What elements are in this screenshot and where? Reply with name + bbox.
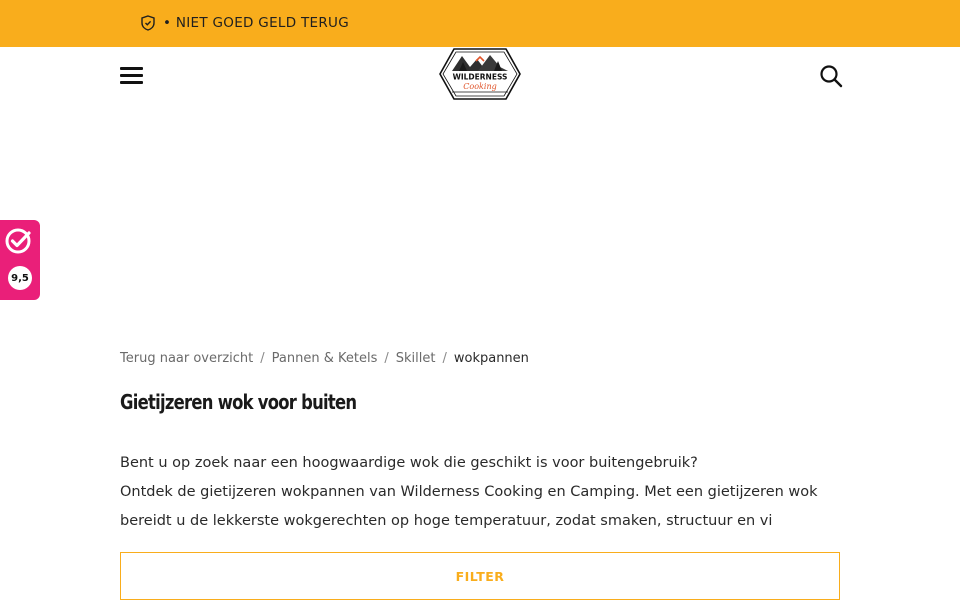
site-header — [0, 47, 960, 107]
breadcrumb-separator: / — [384, 351, 389, 366]
shield-check-icon — [141, 15, 155, 31]
breadcrumb-back-link[interactable]: Terug naar overzicht — [120, 351, 254, 366]
wilderness-cooking-logo[interactable] — [432, 47, 528, 101]
breadcrumb — [120, 351, 529, 366]
filter-button[interactable]: FILTER — [120, 552, 840, 600]
usp-text: • NIET GOED GELD TERUG — [163, 15, 350, 31]
rating-score: 9,5 — [8, 266, 32, 290]
svg-text:WILDERNESS: WILDERNESS — [452, 72, 508, 82]
breadcrumb-separator: / — [442, 351, 447, 366]
checkmark-badge-icon — [5, 227, 33, 255]
intro-line: Bent u op zoek naar een hoogwaardige wok die geschikt is voor buitengebruik? — [120, 455, 698, 471]
search-icon[interactable] — [819, 64, 843, 88]
svg-text:Cooking: Cooking — [463, 82, 497, 91]
hamburger-menu-icon[interactable] — [120, 67, 143, 85]
page-title: Gietijzeren wok voor buiten — [120, 390, 357, 414]
intro-line: bereidt u de lekkerste wokgerechten op hoge temperatuur, zodat smaken, structuur en vi — [120, 513, 773, 529]
breadcrumb-skillet-link[interactable]: Skillet — [395, 351, 436, 366]
breadcrumb-current: wokpannen — [453, 351, 529, 366]
intro-line: Ontdek de gietijzeren wokpannen van Wilderness Cooking en Camping. Met een gietijzeren wok — [120, 484, 818, 500]
top-announcement-bar — [0, 0, 960, 47]
usp-item — [141, 15, 349, 31]
category-intro — [120, 449, 840, 536]
breadcrumb-separator: / — [260, 351, 265, 366]
breadcrumb-pannen-ketels-link[interactable]: Pannen & Ketels — [271, 351, 378, 366]
rating-badge[interactable] — [0, 220, 40, 300]
